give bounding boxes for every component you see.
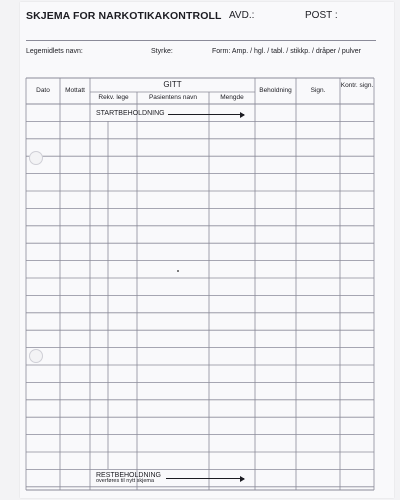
post-field-label: POST : (305, 10, 338, 21)
col-header-mengde: Mengde (220, 94, 244, 101)
col-header-sign: Sign. (310, 87, 326, 94)
start-balance-label: STARTBEHOLDNING (96, 110, 165, 117)
form-title: SKJEMA FOR NARKOTIKAKONTROLL (26, 10, 222, 22)
col-header-kontr-sign: Kontr. sign. (340, 82, 374, 89)
control-table (20, 2, 394, 498)
dosage-form-label: Form: Amp. / hgl. / tabl. / stikkp. / dråper / pulver (212, 48, 361, 55)
rest-balance-sublabel: overføres til nytt skjema (96, 478, 155, 484)
col-header-beholdning: Beholdning (259, 87, 292, 94)
rest-balance-text: RESTBEHOLDNING (96, 472, 161, 479)
rest-balance-label (96, 472, 161, 485)
strength-label: Styrke: (151, 48, 173, 55)
col-header-dato: Dato (36, 87, 50, 94)
form-sheet (20, 2, 394, 498)
col-header-rekv-lege: Rekv. lege (98, 94, 129, 101)
avd-field-label: AVD.: (229, 10, 255, 21)
binder-hole-top (29, 151, 43, 165)
col-header-gitt: GITT (163, 80, 182, 89)
paper-speck (177, 270, 179, 272)
rest-balance-arrow (166, 478, 244, 479)
binder-hole-bottom (29, 349, 43, 363)
col-header-pasientens-navn: Pasientens navn (148, 94, 198, 101)
table-grid-lines (20, 2, 394, 498)
col-header-mottatt: Mottatt (65, 87, 85, 94)
drug-name-label: Legemidlets navn: (26, 48, 83, 55)
start-balance-arrow (168, 114, 244, 115)
